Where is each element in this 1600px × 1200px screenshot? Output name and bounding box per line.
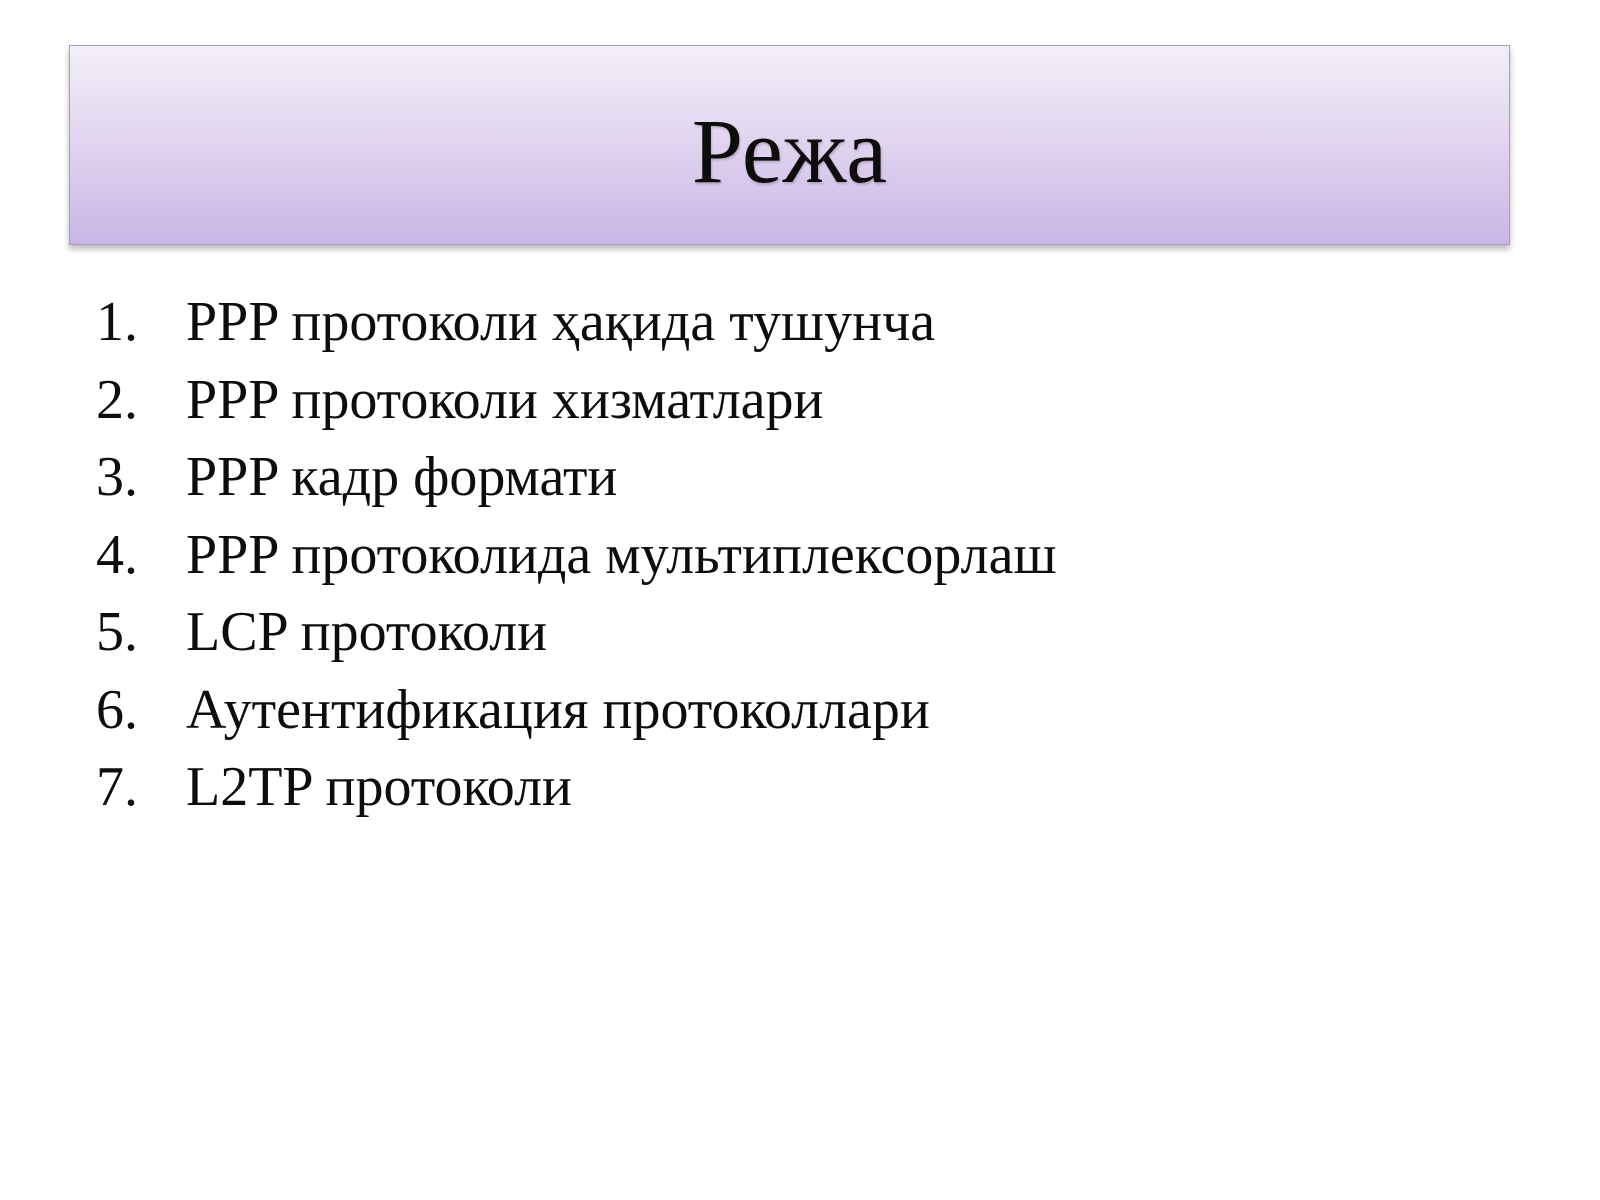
agenda-item — [96, 755, 1057, 833]
agenda-item-number: 2. — [96, 368, 138, 431]
agenda-item-number: 6. — [96, 678, 138, 741]
agenda-list — [96, 290, 1057, 833]
agenda-item-number: 5. — [96, 601, 138, 663]
slide-title: Режа — [691, 100, 888, 202]
agenda-item — [96, 523, 1057, 601]
agenda-item-text: PPP кадр формати — [186, 446, 618, 508]
agenda-item — [96, 678, 1057, 756]
agenda-item-number: 1. — [96, 291, 138, 353]
agenda-item — [96, 600, 1057, 678]
agenda-item-text: L2TP протоколи — [186, 756, 572, 818]
title-box — [69, 45, 1510, 245]
agenda-item-text: PPP протоколи хизматлари — [186, 368, 824, 431]
agenda-item-number: 4. — [96, 523, 138, 586]
agenda-item — [96, 445, 1057, 523]
agenda-item-text: LCP протоколи — [186, 601, 548, 663]
agenda-item-number: 3. — [96, 446, 138, 508]
agenda-item-text: PPP протоколи ҳақида тушунча — [186, 291, 936, 353]
agenda-item-number: 7. — [96, 756, 138, 818]
agenda-item-text: Аутентификация протоколлари — [186, 678, 930, 741]
agenda-item — [96, 368, 1057, 446]
agenda-item — [96, 290, 1057, 368]
agenda-item-text: PPP протоколида мультиплексорлаш — [186, 523, 1057, 586]
